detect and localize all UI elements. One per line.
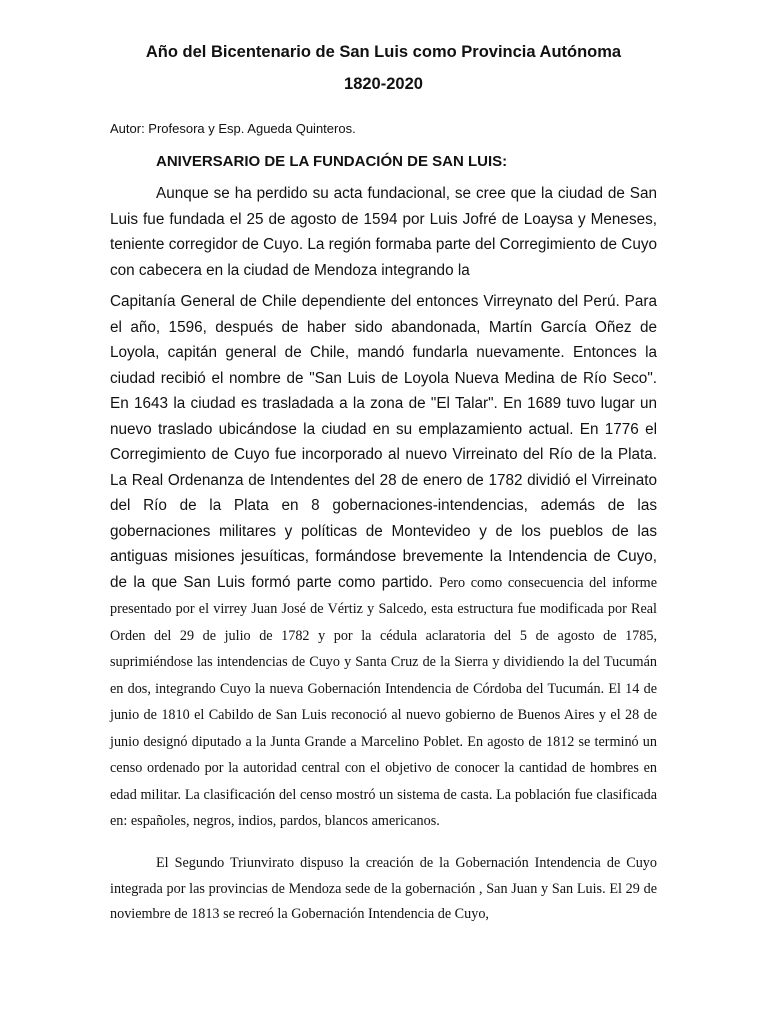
author-line: Autor: Profesora y Esp. Agueda Quinteros.	[110, 121, 356, 136]
paragraph-triunvirato: El Segundo Triunvirato dispuso la creación de la Gobernación Intendencia de Cuyo integrada por las provincias de Mendoza sede de la gobernación , San Juan y San Luis. El 29 de noviembre de 1813 se recreó la Gobernación Intendencia de Cuyo,	[110, 855, 657, 922]
section-heading: ANIVERSARIO DE LA FUNDACIÓN DE SAN LUIS:	[156, 153, 508, 170]
paragraph-history	[110, 289, 657, 835]
document-title-years: 1820-2020	[344, 75, 423, 93]
paragraph-history-sans-text: Capitanía General de Chile dependiente del entonces Virreynato del Perú. Para el año, 1596, después de haber sido abandonada, Martín García Oñez de Loyola, capitán general de Chile, mandó fundarla nuevamente. Entonces la ciudad recibió el nombre de "San Luis de Loyola Nueva Medina de Río Seco". En 1643 la ciudad es trasladada a la zona de "El Talar". En 1689 tuvo lugar un nuevo traslado ubicándose la ciudad en su emplazamiento actual. En 1776 el Corregimiento de Cuyo fue incorporado al nuevo Virreinato del Río de la Plata. La Real Ordenanza de Intendentes del 28 de enero de 1782 dividió el Virreinato del Río de la Plata en 8 gobernaciones-intendencias, además de las gobernaciones militares y políticas de Montevideo y de los pueblos de las antiguas misiones jesuíticas, formándose brevemente la Intendencia de Cuyo, de la que San Luis formó parte como partido.	[110, 293, 657, 591]
paragraph-history-serif-text: Pero como consecuencia del informe presentado por el virrey Juan José de Vértiz y Salcedo, esta estructura fue modificada por Real Orden del 29 de julio de 1782 y por la cédula aclaratoria del 5 de agosto de 1785, suprimiéndose las intendencias de Cuyo y Santa Cruz de la Sierra y dividiendo la del Tucumán en dos, integrando Cuyo la nueva Gobernación Intendencia de Córdoba del Tucumán. El 14 de junio de 1810 el Cabildo de San Luis reconoció al nuevo gobierno de Buenos Aires y el 28 de junio designó diputado a la Junta Grande a Marcelino Poblet. En agosto de 1812 se terminó un censo ordenado por la autoridad central con el objetivo de conocer la cantidad de hombres en edad militar. La clasificación del censo mostró un sistema de casta. La población fue clasificada en: españoles, negros, indios, pardos, blancos americanos.	[110, 574, 658, 829]
document-title: Año del Bicentenario de San Luis como Provincia Autónoma	[145, 43, 622, 61]
paragraph-founding: Aunque se ha perdido su acta fundacional, se cree que la ciudad de San Luis fue fundada el 25 de agosto de 1594 por Luis Jofré de Loaysa y Meneses, teniente corregidor de Cuyo. La región formaba parte del Corregimiento de Cuyo con cabecera en la ciudad de Mendoza integrando la	[110, 185, 657, 279]
